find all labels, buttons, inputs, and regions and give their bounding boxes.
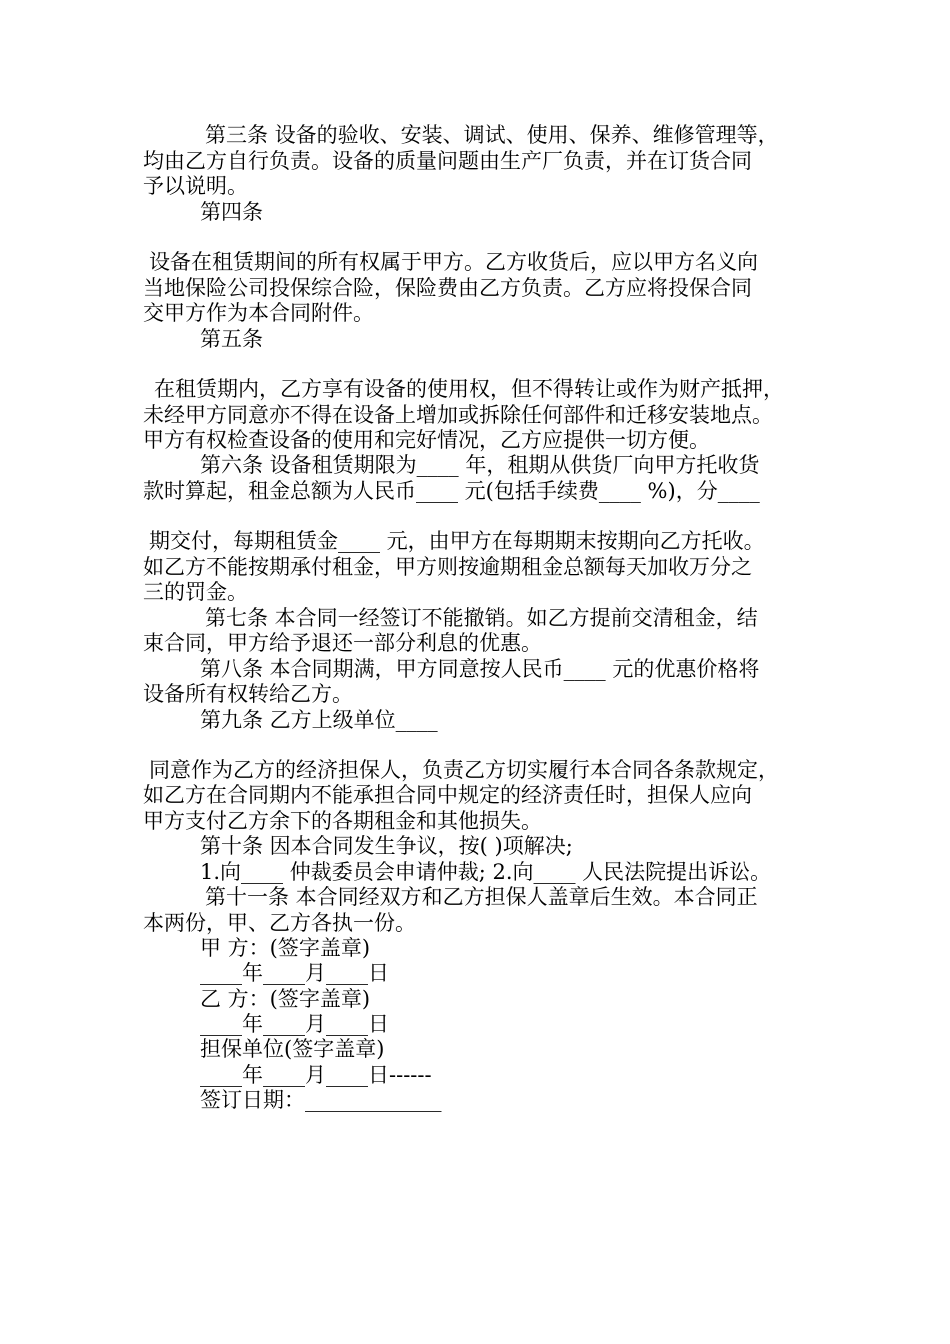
article-9-line-4: 甲方支付乙方余下的各期租金和其他损失。 xyxy=(143,809,542,833)
article-11-line-2: 本两份，甲、乙方各执一份。 xyxy=(143,911,416,935)
article-11-heading-line: 第十一条 本合同经双方和乙方担保人盖章后生效。本合同正 xyxy=(205,885,758,909)
article-9-line-3: 如乙方在合同期内不能承担合同中规定的经济责任时，担保人应向 xyxy=(143,783,752,807)
party-b-date: ____年____月____日 xyxy=(200,1012,389,1036)
article-6-line-5: 三的罚金。 xyxy=(143,580,248,604)
guarantor-signature: 担保单位(签字盖章) xyxy=(200,1037,385,1061)
article-5-line-1: 在租赁期内，乙方享有设备的使用权，但不得转让或作为财产抵押， xyxy=(154,377,784,401)
article-10-options: 1.向____ 仲裁委员会申请仲裁; 2.向____ 人民法院提出诉讼。 xyxy=(200,860,772,884)
guarantor-date: ____年____月____日------ xyxy=(200,1063,432,1087)
article-5-line-3: 甲方有权检查设备的使用和完好情况，乙方应提供一切方便。 xyxy=(143,428,710,452)
party-a-date: ____年____月____日 xyxy=(200,961,389,985)
party-b-signature: 乙 方：(签字盖章) xyxy=(200,987,371,1011)
party-a-signature: 甲 方：(签字盖章) xyxy=(200,936,371,960)
article-6-heading-line: 第六条 设备租赁期限为____ 年，租期从供货厂向甲方托收货 xyxy=(200,453,760,477)
article-5-heading: 第五条 xyxy=(200,327,263,351)
article-9-heading-line: 第九条 乙方上级单位____ xyxy=(200,708,438,732)
article-7-heading-line: 第七条 本合同一经签订不能撤销。如乙方提前交清租金，结 xyxy=(205,606,758,630)
article-4-line-1: 设备在租赁期间的所有权属于甲方。乙方收货后，应以甲方名义向 xyxy=(149,250,758,274)
signing-date: 签订日期：_____________ xyxy=(200,1088,442,1112)
article-10-heading-line: 第十条 因本合同发生争议，按( )项解决; xyxy=(200,834,573,858)
article-6-line-4: 如乙方不能按期承付租金，甲方则按逾期租金总额每天加收万分之 xyxy=(143,555,752,579)
article-4-line-2: 当地保险公司投保综合险，保险费由乙方负责。乙方应将投保合同 xyxy=(143,276,752,300)
article-4-line-3: 交甲方作为本合同附件。 xyxy=(143,301,374,325)
article-6-line-2: 款时算起，租金总额为人民币____ 元(包括手续费____ %)，分____ xyxy=(143,479,760,503)
article-3-heading-line: 第三条 设备的验收、安装、调试、使用、保养、维修管理等， xyxy=(205,123,779,147)
article-3-line-3: 予以说明。 xyxy=(143,174,248,198)
article-9-line-2: 同意作为乙方的经济担保人，负责乙方切实履行本合同各条款规定， xyxy=(149,758,779,782)
article-4-heading: 第四条 xyxy=(200,200,263,224)
article-7-line-2: 束合同，甲方给予退还一部分利息的优惠。 xyxy=(143,631,542,655)
article-3-line-2: 均由乙方自行负责。设备的质量问题由生产厂负责，并在订货合同 xyxy=(143,149,752,173)
article-8-heading-line: 第八条 本合同期满，甲方同意按人民币____ 元的优惠价格将 xyxy=(200,657,760,681)
article-6-line-3: 期交付，每期租赁金____ 元，由甲方在每期期末按期向乙方托收。 xyxy=(149,529,765,553)
article-5-line-2: 未经甲方同意亦不得在设备上增加或拆除任何部件和迁移安装地点。 xyxy=(143,403,773,427)
article-8-line-2: 设备所有权转给乙方。 xyxy=(143,682,353,706)
